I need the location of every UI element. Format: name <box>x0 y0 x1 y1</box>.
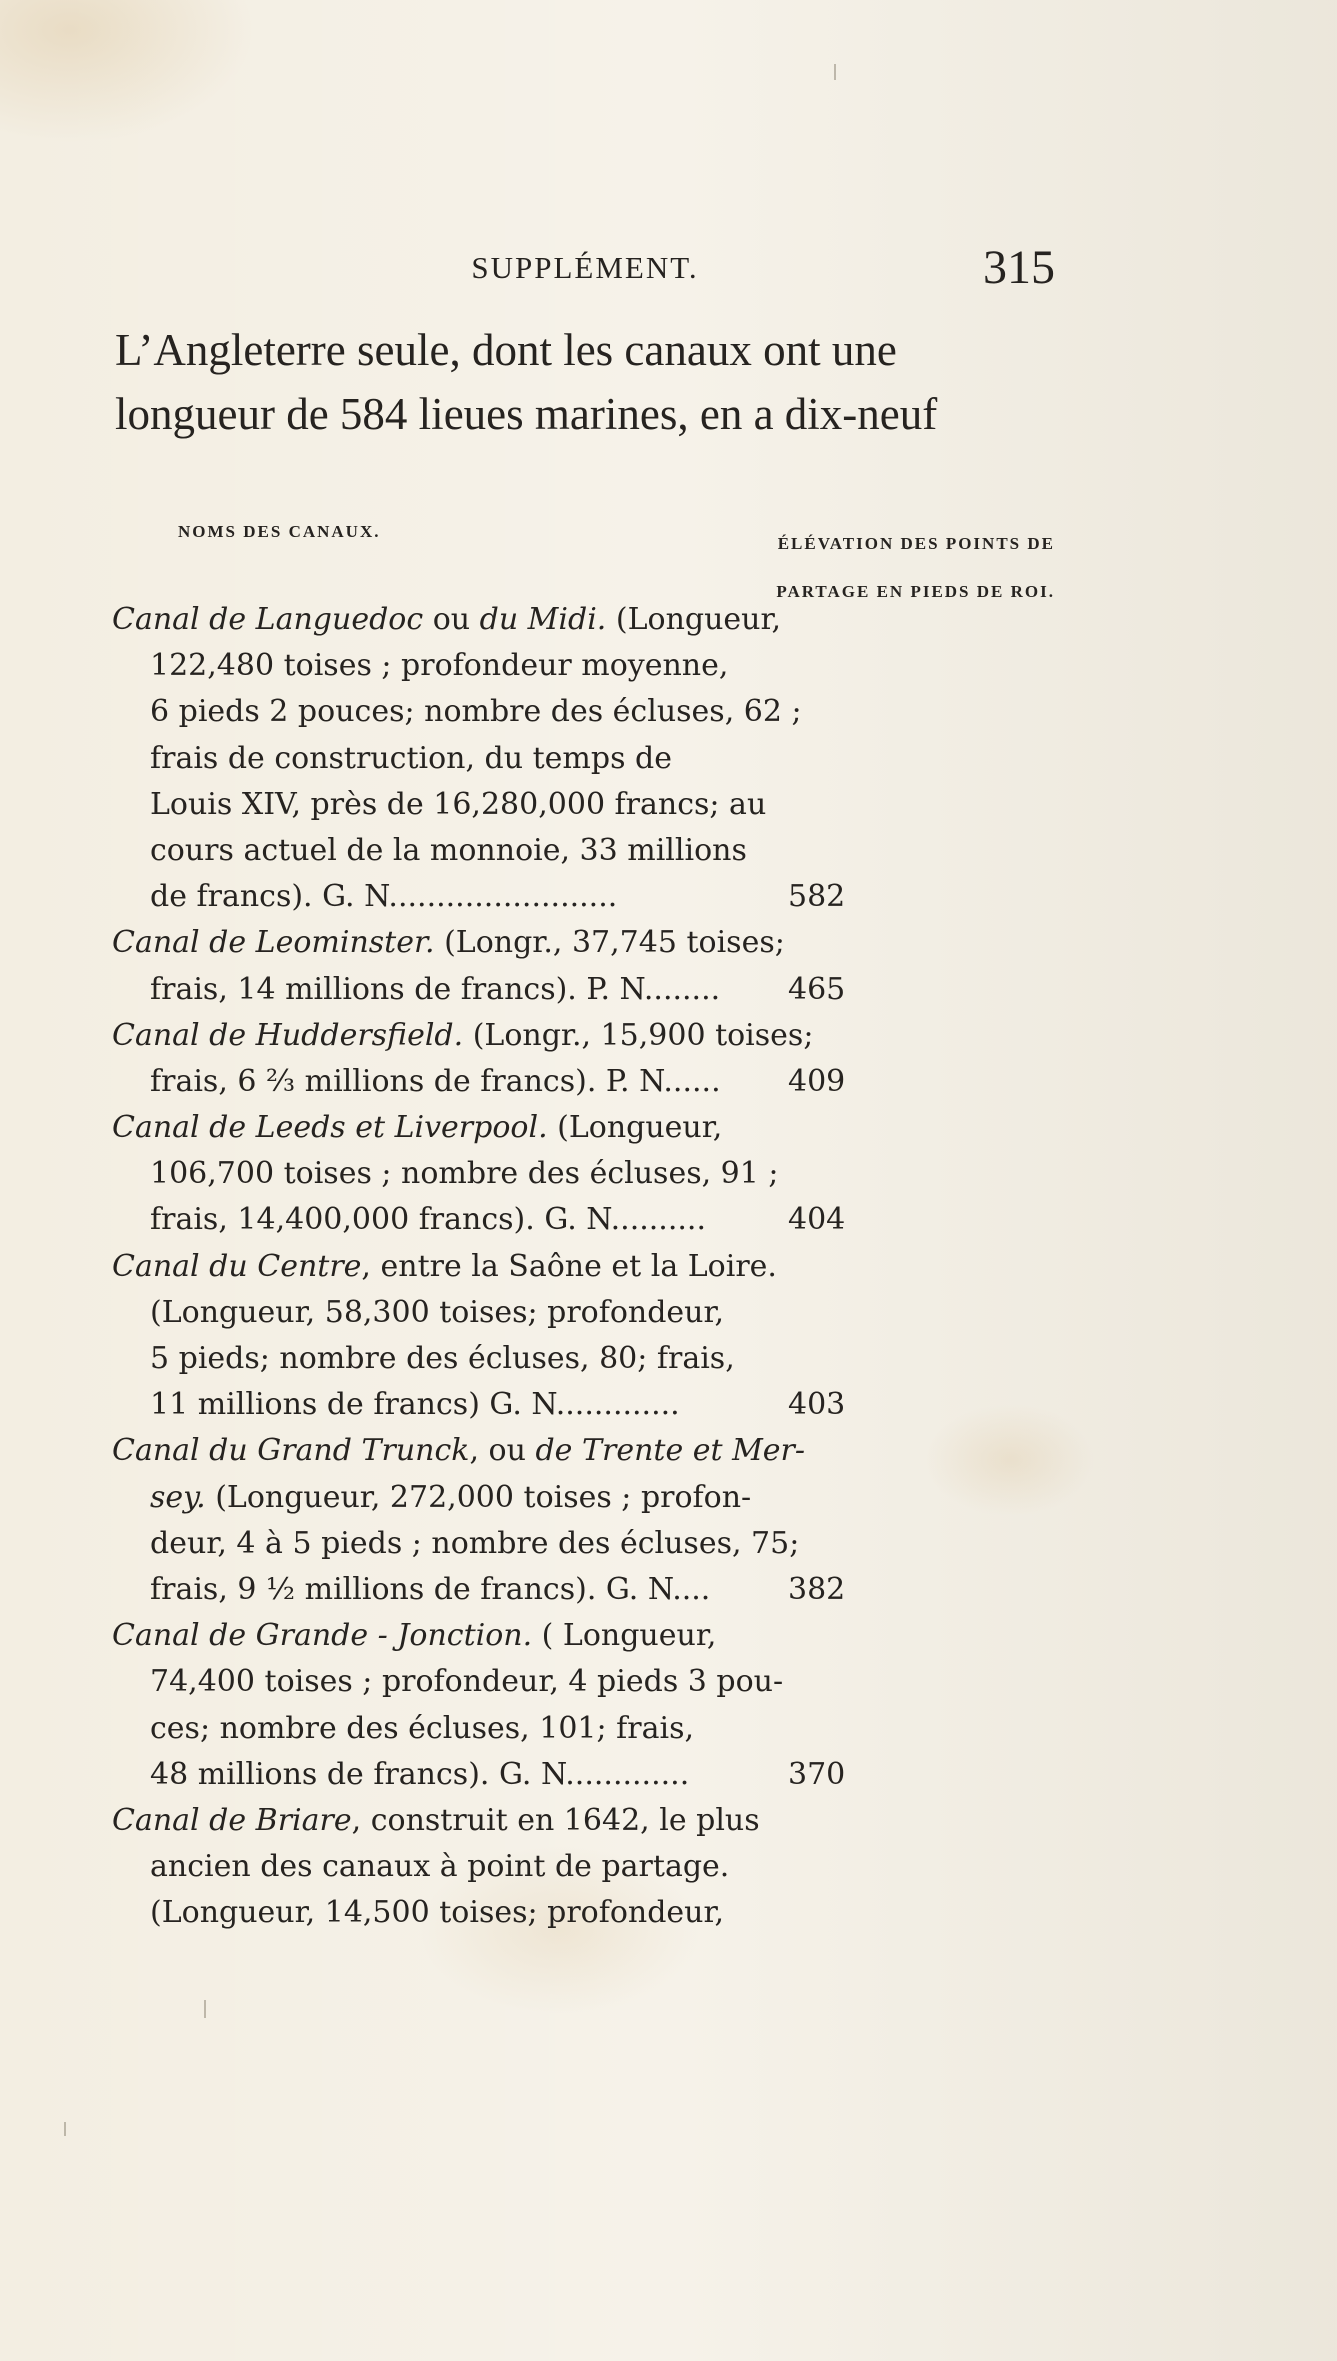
margin-mark <box>64 2122 66 2136</box>
entry-detail-line <box>112 1059 1092 1105</box>
intro-paragraph <box>115 318 1055 446</box>
entry-detail-text: ancien des canaux à point de partage. <box>150 1849 730 1885</box>
entry-title-line <box>112 1244 1092 1290</box>
canal-alt-name: de Trente et Mer- <box>535 1433 806 1469</box>
column-heading-elevation-line: PARTAGE EN PIEDS DE ROI. <box>776 582 1055 601</box>
canal-name: Canal du Grand Trunck <box>112 1433 470 1469</box>
canal-name: Canal de Huddersfield. <box>112 1017 464 1053</box>
canal-list <box>112 597 1092 1936</box>
entry-title-line <box>112 1613 1092 1659</box>
entry-title <box>112 1428 805 1474</box>
margin-mark <box>204 2000 206 2018</box>
entry-detail-line <box>112 1844 1092 1890</box>
entry-detail-line <box>112 643 1092 689</box>
entry-detail-text: 6 pieds 2 pouces; nombre des écluses, 62 ; <box>150 694 802 730</box>
entry-title-line <box>112 1798 1092 1844</box>
entry-detail-text: (Longueur, 14,500 toises; profondeur, <box>150 1895 725 1931</box>
entry-detail-line <box>112 828 1092 874</box>
entry-detail-line <box>112 1752 1092 1798</box>
running-head: SUPPLÉMENT. <box>471 250 699 285</box>
entry-detail-line <box>112 1890 1092 1936</box>
entry-title-line <box>112 1013 1092 1059</box>
entry-detail-text: 5 pieds; nombre des écluses, 80; frais, <box>150 1341 735 1376</box>
entry-title <box>112 597 781 643</box>
entry-title <box>112 1013 813 1059</box>
page-header <box>115 241 1055 294</box>
entry-detail-line <box>112 1475 1092 1521</box>
entry-title-line <box>112 1105 1092 1151</box>
canal-name-continuation: sey. <box>150 1479 206 1515</box>
entry-detail-line <box>112 967 1092 1013</box>
entry-detail-text: 11 millions de francs) G. N............. <box>150 1387 680 1423</box>
elevation-value: 382 <box>788 1571 846 1607</box>
elevation-value: 403 <box>788 1387 846 1423</box>
canal-name: Canal de Languedoc <box>112 602 424 637</box>
entry-detail-line <box>112 1290 1092 1336</box>
entry-title <box>112 1105 722 1151</box>
entry-detail-line <box>112 736 1092 782</box>
entry-title <box>112 1244 777 1290</box>
entry-detail-text: 48 millions de francs). G. N............. <box>150 1756 690 1792</box>
entry-title <box>112 1613 716 1659</box>
entry-detail-line <box>112 1521 1092 1567</box>
entry-detail-text: sey. (Longueur, 272,000 toises ; profon- <box>150 1479 752 1515</box>
entry-title-rest: (Longr., 15,900 toises; <box>463 1017 814 1053</box>
margin-mark <box>834 64 836 80</box>
entry-detail-text: frais, 14 millions de francs). P. N........ <box>150 971 721 1007</box>
entry-title-line <box>112 920 1092 966</box>
elevation-value: 404 <box>788 1202 846 1238</box>
entry-title-rest: (Longr., 37,745 toises; <box>434 925 785 961</box>
entry-detail-text: 122,480 toises ; profondeur moyenne, <box>150 648 729 684</box>
page-number: 315 <box>983 241 1055 294</box>
entry-title-line <box>112 1428 1092 1474</box>
entry-detail-text: frais, 6 ⅔ millions de francs). P. N...... <box>150 1063 721 1099</box>
entry-detail-text: 106,700 toises ; nombre des écluses, 91 ; <box>150 1156 779 1192</box>
entry-detail-text: de francs). G. N........................ <box>150 879 618 915</box>
canal-name: Canal du Centre <box>112 1248 362 1284</box>
entry-title-rest: ( Longueur, <box>532 1618 717 1654</box>
entry-detail-line <box>112 782 1092 828</box>
entry-detail-text: cours actuel de la monnoie, 33 millions <box>150 832 747 868</box>
entry-detail-line <box>112 1567 1092 1613</box>
entry-detail-text: ces; nombre des écluses, 101; frais, <box>150 1710 694 1746</box>
elevation-value: 582 <box>788 879 846 915</box>
canal-name: Canal de Briare <box>112 1802 352 1838</box>
entry-detail-line <box>112 689 1092 735</box>
entry-title-line <box>112 597 1092 643</box>
entry-title <box>112 920 785 966</box>
entry-detail-line <box>112 1197 1092 1243</box>
canal-name-conjunction: ou <box>423 602 480 637</box>
canal-name: Canal de Leeds et Liverpool. <box>112 1110 548 1146</box>
intro-line: longueur de 584 lieues marines, en a dix-neuf <box>115 389 938 439</box>
elevation-value: 370 <box>788 1756 846 1792</box>
elevation-value: 409 <box>788 1063 846 1099</box>
entry-detail-line <box>112 1151 1092 1197</box>
entry-detail-text: frais de construction, du temps de <box>150 740 672 776</box>
entry-detail-line <box>112 874 1092 920</box>
canal-name-conjunction: , ou <box>469 1433 536 1469</box>
entry-detail-text: (Longueur, 58,300 toises; profondeur, <box>150 1294 725 1330</box>
entry-title <box>112 1798 760 1844</box>
canal-alt-name: du Midi. <box>479 602 607 637</box>
entry-title-rest: , entre la Saône et la Loire. <box>361 1248 777 1284</box>
elevation-value: 465 <box>788 971 846 1007</box>
entry-title-rest: , construit en 1642, le plus <box>351 1802 760 1838</box>
canal-name: Canal de Grande - Jonction. <box>112 1618 533 1654</box>
entry-title-rest: (Longueur, <box>547 1110 723 1146</box>
entry-detail-text: 74,400 toises ; profondeur, 4 pieds 3 pou- <box>150 1664 784 1700</box>
entry-title-rest: (Longueur, <box>606 602 782 637</box>
entry-detail-line <box>112 1706 1092 1752</box>
column-heading-names: NOMS DES CANAUX. <box>178 522 381 541</box>
entry-detail-line <box>112 1382 1092 1428</box>
entry-detail-text: Louis XIV, près de 16,280,000 francs; au <box>150 786 767 822</box>
entry-detail-text: deur, 4 à 5 pieds ; nombre des écluses, 75; <box>150 1525 800 1561</box>
canal-name: Canal de Leominster. <box>112 925 435 961</box>
entry-detail-line <box>112 1336 1092 1382</box>
entry-detail-line <box>112 1659 1092 1705</box>
entry-detail-text: frais, 14,400,000 francs). G. N.......... <box>150 1202 706 1238</box>
column-heading-elevation-line: ÉLÉVATION DES POINTS DE <box>777 534 1055 553</box>
intro-line: L’Angleterre seule, dont les canaux ont une <box>115 325 897 375</box>
entry-detail-text: frais, 9 ½ millions de francs). G. N.... <box>150 1571 711 1607</box>
